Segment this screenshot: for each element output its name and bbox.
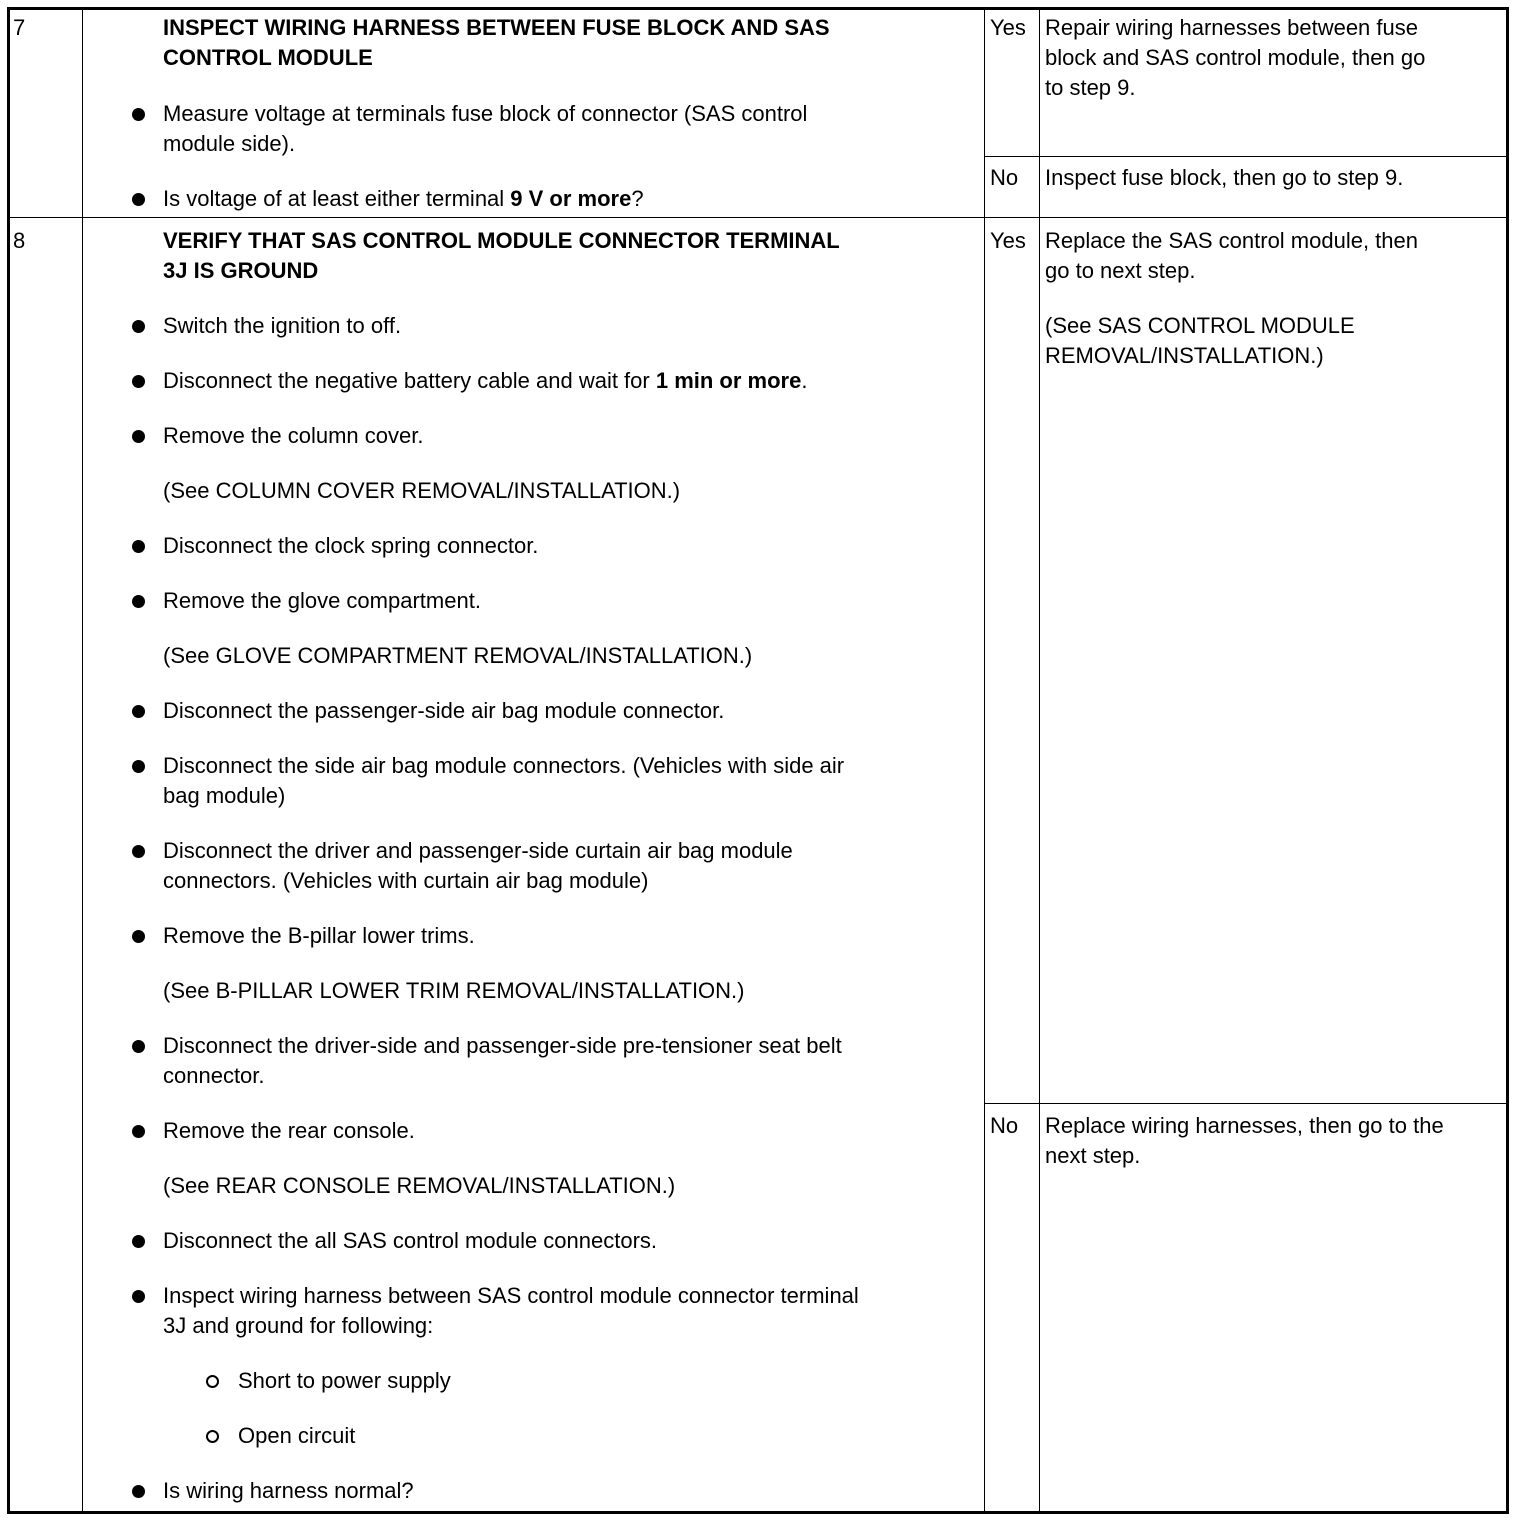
reference-note: (See GLOVE COMPARTMENT REMOVAL/INSTALLATION.)	[163, 643, 753, 668]
step-item-text: connectors. (Vehicles with curtain air bag module)	[163, 868, 649, 893]
bullet-icon	[132, 108, 145, 121]
yes-label: Yes	[990, 228, 1026, 253]
step-item-text: Remove the rear console.	[163, 1118, 415, 1143]
step-title: INSPECT WIRING HARNESS BETWEEN FUSE BLOCK AND SAS	[163, 15, 830, 40]
bullet-icon	[132, 1290, 145, 1303]
row-divider	[10, 217, 1506, 218]
column-divider-step	[82, 10, 83, 1511]
bullet-icon	[132, 1040, 145, 1053]
yes-result-text: to step 9.	[1045, 75, 1136, 100]
no-label: No	[990, 165, 1019, 190]
bullet-icon	[132, 595, 145, 608]
reference-note: (See B-PILLAR LOWER TRIM REMOVAL/INSTALLATION.)	[163, 978, 745, 1003]
step-item-text: Remove the B-pillar lower trims.	[163, 923, 475, 948]
step-item-text: Disconnect the passenger-side air bag module connector.	[163, 698, 725, 723]
step-item-text: Disconnect the clock spring connector.	[163, 533, 539, 558]
reference-note: (See COLUMN COVER REMOVAL/INSTALLATION.)	[163, 478, 681, 503]
yes-no-divider-step-7	[984, 156, 1506, 157]
step-item-text: Disconnect the negative battery cable and wait for 1 min or more.	[163, 368, 808, 393]
yes-no-divider-step-8	[984, 1103, 1506, 1104]
sub-bullet-icon	[206, 1430, 219, 1443]
step-number: 8	[13, 228, 26, 253]
bullet-icon	[132, 1125, 145, 1138]
step-item-text: Is wiring harness normal?	[163, 1478, 414, 1503]
step-item-text: Remove the glove compartment.	[163, 588, 481, 613]
sub-bullet-icon	[206, 1375, 219, 1388]
step-item-text: Switch the ignition to off.	[163, 313, 402, 338]
bullet-icon	[132, 193, 145, 206]
step-item-text: Remove the column cover.	[163, 423, 424, 448]
bullet-icon	[132, 845, 145, 858]
step-item-text: module side).	[163, 131, 296, 156]
step-title: CONTROL MODULE	[163, 45, 373, 70]
bullet-icon	[132, 930, 145, 943]
sub-item-text: Open circuit	[238, 1423, 356, 1448]
step-item-text: Disconnect the driver-side and passenger-side pre-tensioner seat belt	[163, 1033, 842, 1058]
sub-item-text: Short to power supply	[238, 1368, 451, 1393]
step-item-text: Inspect wiring harness between SAS control module connector terminal	[163, 1283, 859, 1308]
no-result-text: Inspect fuse block, then go to step 9.	[1045, 165, 1404, 190]
yes-label: Yes	[990, 15, 1026, 40]
yes-result-text: Replace the SAS control module, then	[1045, 228, 1419, 253]
step-item-text: Disconnect the side air bag module connectors. (Vehicles with side air	[163, 753, 845, 778]
step-item-text: 3J and ground for following:	[163, 1313, 434, 1338]
no-result-text: Replace wiring harnesses, then go to the	[1045, 1113, 1444, 1138]
column-divider-result	[1039, 10, 1040, 1511]
step-item-text: Disconnect the driver and passenger-side curtain air bag module	[163, 838, 793, 863]
step-item-text: connector.	[163, 1063, 265, 1088]
step-item-text: Is voltage of at least either terminal 9 V or more?	[163, 186, 644, 211]
yes-result-text: go to next step.	[1045, 258, 1196, 283]
bullet-icon	[132, 705, 145, 718]
reference-note: (See REAR CONSOLE REMOVAL/INSTALLATION.)	[163, 1173, 676, 1198]
bullet-icon	[132, 430, 145, 443]
no-result-text: next step.	[1045, 1143, 1141, 1168]
yes-result-text: Repair wiring harnesses between fuse	[1045, 15, 1418, 40]
bullet-icon	[132, 760, 145, 773]
no-label: No	[990, 1113, 1019, 1138]
reference-note: (See SAS CONTROL MODULE	[1045, 313, 1355, 338]
step-item-text: Disconnect the all SAS control module connectors.	[163, 1228, 658, 1253]
bullet-icon	[132, 1235, 145, 1248]
reference-note: REMOVAL/INSTALLATION.)	[1045, 343, 1324, 368]
step-number: 7	[13, 15, 26, 40]
yes-result-text: block and SAS control module, then go	[1045, 45, 1426, 70]
step-item-text: Measure voltage at terminals fuse block of connector (SAS control	[163, 101, 808, 126]
step-title: 3J IS GROUND	[163, 258, 319, 283]
bullet-icon	[132, 375, 145, 388]
bullet-icon	[132, 1485, 145, 1498]
column-divider-action	[984, 10, 985, 1511]
bullet-icon	[132, 540, 145, 553]
step-title: VERIFY THAT SAS CONTROL MODULE CONNECTOR TERMINAL	[163, 228, 840, 253]
bullet-icon	[132, 320, 145, 333]
step-item-text: bag module)	[163, 783, 286, 808]
